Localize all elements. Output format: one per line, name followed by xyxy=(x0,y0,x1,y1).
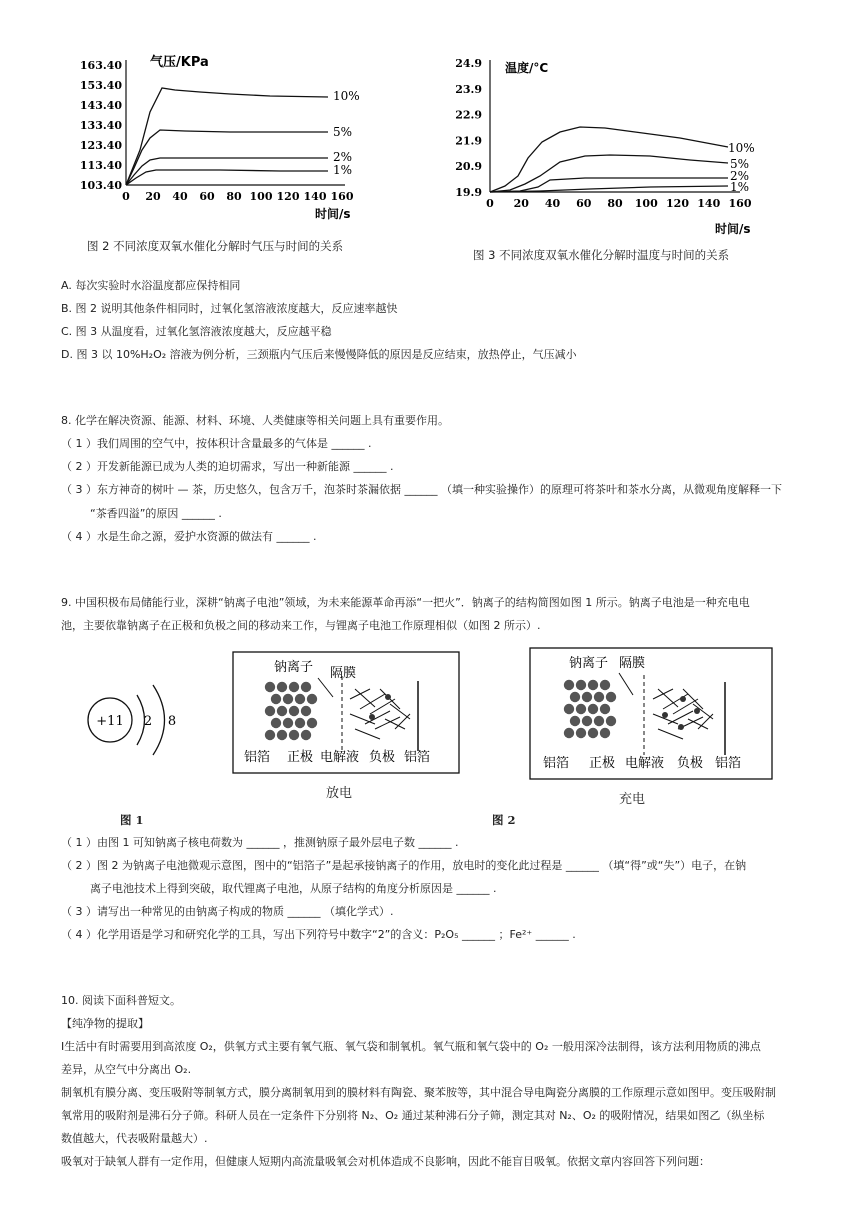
figure-temperature-chart xyxy=(450,50,770,235)
y-tick-label: 19.9 xyxy=(455,186,482,199)
x-tick-label: 120 xyxy=(276,190,300,203)
q10-para-2-end: 数值越大，代表吸附量越大）. xyxy=(61,1132,208,1145)
ion-dot xyxy=(307,718,317,728)
ion-dot xyxy=(265,682,275,692)
label-foil-left: 铝箔 xyxy=(543,756,570,771)
nucleus-charge: +11 xyxy=(96,714,124,729)
anode-layer-line xyxy=(365,711,390,724)
series-label-5: 5% xyxy=(333,125,353,139)
y-tick-label: 163.40 xyxy=(79,59,122,72)
y-axis-label: 温度/°C xyxy=(505,61,549,75)
q9-part-2: （ 2 ）图 2 为钠离子电池微观示意图，图中的“铝箔子”是起承接钠离子的作用，放电时的变化此过程是 ______ （填“得”或“失”）电子，在钠 xyxy=(61,859,747,872)
ion-dot xyxy=(277,706,287,716)
option-a: A. 每次实验时水浴温度都应保持相同 xyxy=(61,279,241,292)
x-tick-label: 20 xyxy=(145,190,161,203)
x-tick-label: 120 xyxy=(666,197,689,210)
y-tick-label: 24.9 xyxy=(455,57,482,70)
y-tick-label: 113.40 xyxy=(79,159,122,172)
figure-pressure-chart xyxy=(70,50,390,225)
q10-stem: 10. 阅读下面科普短文。 xyxy=(61,994,181,1007)
q10-heading: 【纯净物的提取】 xyxy=(61,1017,149,1030)
x-tick-label: 20 xyxy=(513,197,529,210)
ion-dot xyxy=(289,706,299,716)
ion-label: 钠离子 xyxy=(274,660,314,675)
label-foil-right: 铝箔 xyxy=(715,756,742,771)
figure-1-caption: 图 1 xyxy=(120,813,144,827)
anode-ion-dot xyxy=(385,694,391,700)
ion-dot xyxy=(582,692,592,702)
ion-dot xyxy=(564,728,574,738)
y-tick-label: 20.9 xyxy=(455,160,482,174)
q9-stem-cont: 池，主要依靠钠离子在正极和负极之间的移动来工作，与锂离子电池工作原理相似（如图 2 所示）. xyxy=(61,619,541,632)
ion-dot xyxy=(588,704,598,714)
ion-dot xyxy=(594,716,604,726)
ion-dot xyxy=(283,694,293,704)
anode-layer-line xyxy=(355,729,380,739)
q8-part-1: （ 1 ）我们周围的空气中，按体积计含量最多的气体是 ______ . xyxy=(61,437,372,450)
ion-dot xyxy=(600,680,610,690)
y-tick-label: 143.40 xyxy=(79,99,122,112)
ion-dot xyxy=(295,694,305,704)
membrane-label: 隔膜 xyxy=(330,666,357,681)
ion-dot xyxy=(265,706,275,716)
q9-part-2-cont: 离子电池技术上得到突破，取代锂离子电池，从原子结构的角度分析原因是 ______ . xyxy=(90,882,497,895)
label-anode: 负极 xyxy=(677,756,704,771)
figure-3-caption: 图 3 不同浓度双氧水催化分解时温度与时间的关系 xyxy=(473,248,730,262)
x-tick-label: 100 xyxy=(249,190,273,203)
anode-layer-line xyxy=(385,719,405,729)
series-label-10: 10% xyxy=(728,141,755,155)
y-tick-label: 123.40 xyxy=(79,139,122,152)
ion-dot xyxy=(271,718,281,728)
ion-pointer xyxy=(619,673,633,695)
label-anode: 负极 xyxy=(369,750,396,765)
anode-ion-dot xyxy=(662,712,668,718)
ion-dot xyxy=(570,716,580,726)
x-tick-label: 0 xyxy=(122,190,130,203)
anode-ion-dot xyxy=(369,714,375,720)
q8-part-3: （ 3 ）东方神奇的树叶 — 茶，历史悠久，包含万千，泡茶时茶漏依据 ______ （填一种实验操作）的原理可将茶叶和茶水分离，从微观角度解释一下 xyxy=(61,483,782,496)
x-tick-label: 140 xyxy=(303,190,327,203)
anode-ion-dot xyxy=(680,696,686,702)
charge-caption: 充电 xyxy=(619,792,646,807)
x-tick-label: 0 xyxy=(486,197,494,210)
ion-label: 钠离子 xyxy=(569,656,609,671)
anode-layer-line xyxy=(668,711,693,724)
sodium-ion-structure xyxy=(80,665,200,780)
ion-dot xyxy=(307,694,317,704)
series-label-1: 1% xyxy=(730,180,750,194)
q10-para-2-cont: 氧常用的吸附剂是沸石分子筛。科研人员在一定条件下分别将 N₂、O₂ 通过某种沸石分子筛，测定其对 N₂、O₂ 的吸附情况，结果如图乙（纵坐标 xyxy=(61,1109,765,1122)
ion-dot xyxy=(265,730,275,740)
series-label-2: 2% xyxy=(730,169,750,183)
discharge-battery-diagram xyxy=(232,651,462,776)
x-axis-label: 时间/s xyxy=(715,222,751,235)
anode-layers xyxy=(653,689,713,739)
ion-dot xyxy=(277,682,287,692)
figure-2-caption: 图 2 不同浓度双氧水催化分解时气压与时间的关系 xyxy=(87,239,344,253)
charge-battery-diagram xyxy=(529,647,775,782)
x-tick-label: 160 xyxy=(330,190,354,203)
ion-dot xyxy=(283,718,293,728)
label-electrolyte: 电解液 xyxy=(625,756,665,771)
discharge-caption: 放电 xyxy=(326,786,353,801)
ion-dot xyxy=(606,716,616,726)
y-axis-label: 气压/KPa xyxy=(150,55,209,70)
cathode-ion-lattice xyxy=(265,682,317,740)
anode-layer-line xyxy=(688,719,708,729)
q8-part-3-cont: “茶香四溢”的原因 ______ . xyxy=(90,507,222,520)
label-cathode: 正极 xyxy=(589,756,616,771)
x-tick-label: 80 xyxy=(226,190,242,203)
ion-dot xyxy=(594,692,604,702)
option-c: C. 图 3 从温度看，过氧化氢溶液浓度越大，反应越平稳 xyxy=(61,325,332,338)
anode-layers xyxy=(350,689,410,739)
option-d: D. 图 3 以 10%H₂O₂ 溶液为例分析，三颈瓶内气压后来慢慢降低的原因是反应结束，放热停止，气压减小 xyxy=(61,348,577,361)
q10-para-2: 制氧机有膜分离、变压吸附等制氧方式，膜分离制氧用到的膜材料有陶瓷、聚苯胺等，其中混合导电陶瓷分离膜的工作原理示意如图甲。变压吸附制 xyxy=(61,1086,776,1099)
cathode-ion-lattice xyxy=(564,680,616,738)
anode-layer-line xyxy=(395,714,410,729)
x-tick-label: 60 xyxy=(199,190,215,203)
ion-dot xyxy=(600,728,610,738)
electron-shell-2 xyxy=(153,685,165,755)
x-tick-label: 160 xyxy=(728,197,752,210)
anode-ion-dot xyxy=(694,708,700,714)
ion-dot xyxy=(588,680,598,690)
anode-ion-dot xyxy=(678,724,684,730)
y-tick-label: 21.9 xyxy=(455,134,482,148)
series-label-1: 1% xyxy=(333,163,353,177)
series-label-2: 2% xyxy=(333,150,353,164)
series-1 xyxy=(126,170,328,185)
q9-part-3: （ 3 ）请写出一种常见的由钠离子构成的物质 ______ （填化学式）. xyxy=(61,905,394,918)
ion-dot xyxy=(271,694,281,704)
x-tick-label: 40 xyxy=(172,190,188,203)
x-tick-label: 40 xyxy=(544,197,561,210)
ion-dot xyxy=(606,692,616,702)
q8-part-2: （ 2 ）开发新能源已成为人类的迫切需求，写出一种新能源 ______ . xyxy=(61,460,394,473)
ion-dot xyxy=(289,682,299,692)
q9-part-1: （ 1 ）由图 1 可知钠离子核电荷数为 ______ ，推测钠原子最外层电子数 ______ . xyxy=(61,836,459,849)
y-tick-label: 22.9 xyxy=(455,108,482,122)
y-tick-label: 153.40 xyxy=(79,79,122,92)
ion-dot xyxy=(576,680,586,690)
ion-dot xyxy=(564,680,574,690)
q9-part-4: （ 4 ）化学用语是学习和研究化学的工具，写出下列符号中数字“2”的含义：P₂O₅ ______ ；Fe²⁺ ______ . xyxy=(61,928,576,941)
ion-dot xyxy=(289,730,299,740)
ion-dot xyxy=(588,728,598,738)
ion-dot xyxy=(295,718,305,728)
label-cathode: 正极 xyxy=(287,750,314,765)
shell-2-electrons: 8 xyxy=(167,714,177,729)
ion-dot xyxy=(576,704,586,714)
label-foil-left: 铝箔 xyxy=(244,750,271,765)
anode-layer-line xyxy=(698,714,713,729)
q10-para-1: Ⅰ生活中有时需要用到高浓度 O₂，供氧方式主要有氧气瓶、氧气袋和制氧机。氧气瓶和氧气袋中的 O₂ 一般用深冷法制得，该方法利用物质的沸点 xyxy=(61,1040,761,1053)
series-label-5: 5% xyxy=(730,157,750,171)
y-tick-label: 133.40 xyxy=(79,119,122,132)
option-b: B. 图 2 说明其他条件相同时，过氧化氢溶液浓度越大，反应速率越快 xyxy=(61,302,398,315)
series-label-10: 10% xyxy=(333,89,360,103)
q10-para-3: 吸氧对于缺氧人群有一定作用，但健康人短期内高流量吸氧会对机体造成不良影响，因此不能盲目吸氧。依据文章内容回答下列问题： xyxy=(61,1155,710,1168)
ion-dot xyxy=(277,730,287,740)
series-1 xyxy=(490,186,728,192)
figure-2-label: 图 2 xyxy=(492,813,516,827)
x-tick-label: 60 xyxy=(576,197,592,210)
label-foil-right: 铝箔 xyxy=(404,750,431,765)
shell-1-electrons: 2 xyxy=(143,714,153,729)
ion-dot xyxy=(301,730,311,740)
series-2 xyxy=(490,178,728,192)
y-tick-label: 23.9 xyxy=(455,82,482,96)
ion-dot xyxy=(570,692,580,702)
label-electrolyte: 电解液 xyxy=(320,750,360,765)
x-tick-label: 80 xyxy=(607,197,623,210)
ion-dot xyxy=(301,706,311,716)
ion-dot xyxy=(600,704,610,714)
q9-stem: 9. 中国积极布局储能行业，深耕“钠离子电池”领域，为未来能源革命再添“一把火”．钠离子的结构简图如图 1 所示。钠离子电池是一种充电电 xyxy=(61,596,750,609)
membrane-label: 隔膜 xyxy=(619,656,646,671)
ion-dot xyxy=(301,682,311,692)
q8-stem: 8. 化学在解决资源、能源、材料、环境、人类健康等相关问题上具有重要作用。 xyxy=(61,414,449,427)
ion-dot xyxy=(582,716,592,726)
ion-dot xyxy=(564,704,574,714)
x-tick-label: 100 xyxy=(634,197,658,210)
series-10 xyxy=(490,127,728,192)
x-tick-label: 140 xyxy=(697,197,721,210)
anode-layer-line xyxy=(658,729,683,739)
y-tick-label: 103.40 xyxy=(79,179,122,192)
ion-dot xyxy=(576,728,586,738)
q8-part-4: （ 4 ）水是生命之源，爱护水资源的做法有 ______ . xyxy=(61,530,317,543)
x-axis-label: 时间/s xyxy=(315,207,351,221)
q10-para-1-cont: 差异，从空气中分离出 O₂. xyxy=(61,1063,192,1076)
